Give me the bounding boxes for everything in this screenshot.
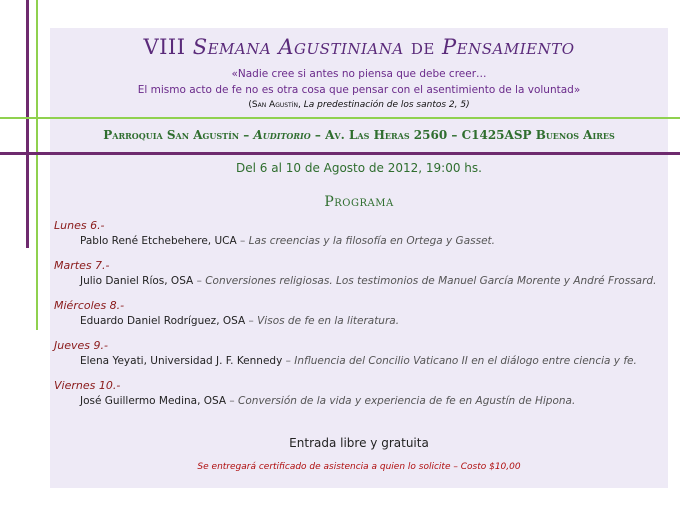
decorative-vertical-purple-line: [26, 0, 29, 248]
decorative-horizontal-green-line: [0, 117, 680, 119]
program-topic-1: Conversiones religiosas. Los testimonios de Manuel García Morente y André Frossard.: [205, 275, 657, 287]
program-day-0: Lunes 6.-: [54, 219, 105, 232]
title-de: de: [403, 35, 443, 59]
event-dates: Del 6 al 10 de Agosto de 2012, 19:00 hs.: [236, 161, 482, 175]
program-sep-4: –: [226, 395, 239, 407]
decorative-vertical-green-line: [36, 0, 38, 330]
program-day-1: Martes 7.-: [54, 259, 110, 272]
program-speaker-4: José Guillermo Medina, OSA: [80, 395, 227, 407]
flyer-panel: [50, 28, 668, 488]
program-entry-1: [80, 275, 656, 287]
program-day-3: Jueves 9.-: [54, 339, 108, 352]
venue-address: – Av. Las Heras 2560 – C1425ASP Buenos Aires: [310, 128, 615, 142]
program-entry-3: [80, 355, 637, 367]
title-semana: Semana: [192, 35, 272, 59]
venue-parroquia: Parroquia San Agustín –: [103, 128, 254, 142]
program-topic-4: Conversión de la vida y experiencia de fe en Agustín de Hipona.: [238, 395, 576, 407]
decorative-horizontal-purple-line: [0, 152, 680, 155]
program-day-4: Viernes 10.-: [54, 379, 121, 392]
programa-heading: Programa: [324, 194, 394, 210]
program-topic-2: Visos de fe en la literatura.: [257, 315, 400, 327]
program-sep-2: –: [245, 315, 258, 327]
venue-auditorio: Auditorio: [253, 128, 311, 142]
citation-author: (San Agustín,: [248, 100, 304, 110]
program-speaker-1: Julio Daniel Ríos, OSA: [80, 275, 194, 287]
program-sep-1: –: [193, 275, 206, 287]
program-sep-3: –: [282, 355, 295, 367]
quote-line-1: «Nadie cree si antes no piensa que debe creer…: [231, 68, 487, 80]
title-agustiniana: Agustiniana: [278, 35, 404, 59]
program-speaker-0: Pablo René Etchebehere, UCA: [80, 235, 237, 247]
certificado-note: Se entregará certificado de asistencia a quien lo solicite – Costo $10,00: [197, 462, 521, 472]
program-day-2: Miércoles 8.-: [54, 299, 125, 312]
title-prefix: VIII: [143, 35, 193, 59]
title-pensamiento: Pensamiento: [442, 35, 575, 59]
program-sep-0: –: [236, 235, 249, 247]
program-entry-0: [80, 235, 495, 247]
entrada-libre: Entrada libre y gratuita: [289, 436, 429, 450]
event-title: [50, 35, 668, 59]
program-entry-2: [80, 315, 399, 327]
program-topic-0: Las creencias y la filosofía en Ortega y Gasset.: [248, 235, 495, 247]
quote-line-2: El mismo acto de fe no es otra cosa que pensar con el asentimiento de la voluntad»: [137, 84, 581, 96]
venue-line: [50, 128, 668, 142]
program-topic-3: Influencia del Concilio Vaticano II en el diálogo entre ciencia y fe.: [294, 355, 637, 367]
program-speaker-2: Eduardo Daniel Rodríguez, OSA: [80, 315, 246, 327]
quote-citation: [50, 100, 668, 110]
program-entry-4: [80, 395, 575, 407]
program-speaker-3: Elena Yeyati, Universidad J. F. Kennedy: [80, 355, 283, 367]
citation-work: La predestinación de los santos 2, 5): [303, 100, 470, 110]
